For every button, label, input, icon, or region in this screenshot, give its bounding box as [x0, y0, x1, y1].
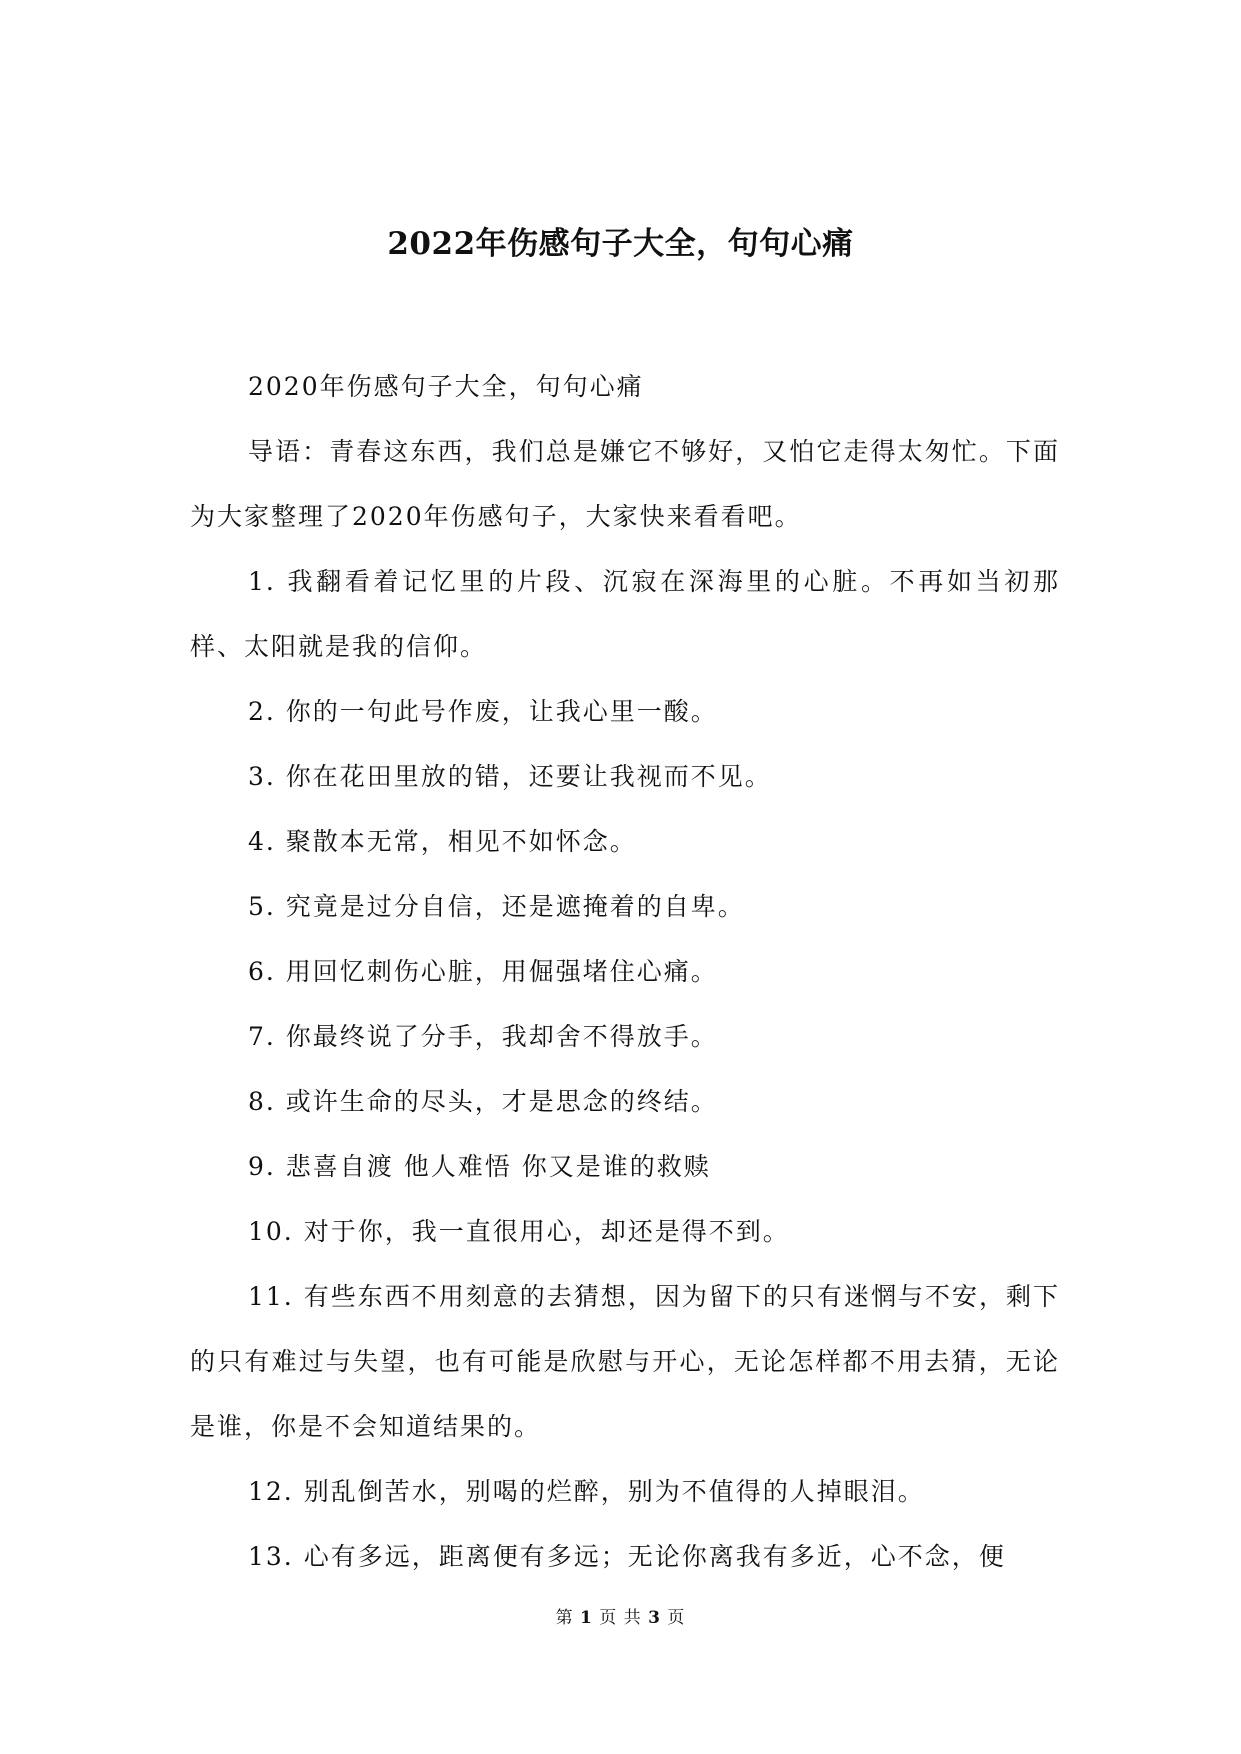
list-item-12: 12. 别乱倒苦水，别喝的烂醉，别为不值得的人掉眼泪。 — [248, 1477, 925, 1506]
list-item-8: 8. 或许生命的尽头，才是思念的终结。 — [248, 1087, 718, 1116]
paragraph-intro: 导语：青春这东西，我们总是嫌它不够好，又怕它走得太匆忙。下面为大家整理了2020年伤感句子，大家快来看看吧。 — [190, 437, 1060, 531]
list-item-9: 9. 悲喜自渡 他人难悟 你又是谁的救赎 — [248, 1152, 711, 1181]
document-title: 2022年伤感句子大全，句句心痛 — [387, 226, 854, 262]
paragraph-subtitle: 2020年伤感句子大全，句句心痛 — [248, 372, 644, 401]
page-footer — [0, 1606, 1241, 1630]
footer-prefix: 第 — [555, 1608, 574, 1628]
list-item-13: 13. 心有多远，距离便有多远；无论你离我有多近，心不念，便 — [248, 1542, 1006, 1571]
list-item-1: 1. 我翻看着记忆里的片段、沉寂在深海里的心脏。不再如当初那样、太阳就是我的信仰。 — [190, 567, 1060, 661]
footer-current-page: 1 — [580, 1608, 593, 1628]
footer-suffix: 页 — [667, 1608, 686, 1628]
document-body — [190, 354, 1060, 1589]
footer-middle: 页 共 — [599, 1608, 642, 1628]
list-item-2: 2. 你的一句此号作废，让我心里一酸。 — [248, 697, 718, 726]
list-item-7: 7. 你最终说了分手，我却舍不得放手。 — [248, 1022, 718, 1051]
list-item-3: 3. 你在花田里放的错，还要让我视而不见。 — [248, 762, 772, 791]
list-item-5: 5. 究竟是过分自信，还是遮掩着的自卑。 — [248, 892, 745, 921]
list-item-10: 10. 对于你，我一直很用心，却还是得不到。 — [248, 1217, 790, 1246]
list-item-6: 6. 用回忆刺伤心脏，用倔强堵住心痛。 — [248, 957, 718, 986]
list-item-4: 4. 聚散本无常，相见不如怀念。 — [248, 827, 637, 856]
footer-total-pages: 3 — [648, 1608, 661, 1628]
list-item-11: 11. 有些东西不用刻意的去猜想，因为留下的只有迷惘与不安，剩下的只有难过与失望，也有可能是欣慰与开心，无论怎样都不用去猜，无论是谁，你是不会知道结果的。 — [190, 1282, 1060, 1441]
